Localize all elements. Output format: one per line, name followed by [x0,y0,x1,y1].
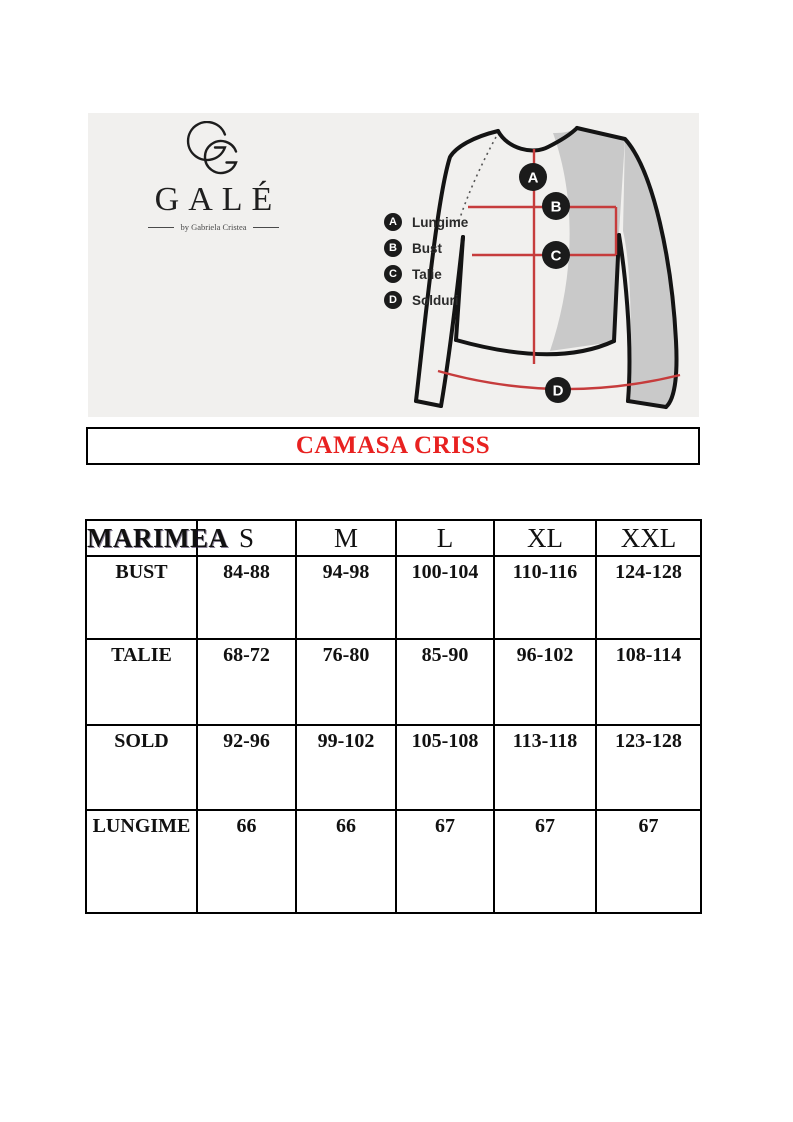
size-value-cell: 66 [197,810,296,913]
measure-badge-a-letter: A [527,169,539,187]
measurement-row-label: BUST [86,556,197,639]
product-measurement-diagram [88,113,699,417]
size-value-cell: 100-104 [396,556,494,639]
size-table-header-row [86,520,701,556]
size-value-cell: 123-128 [596,725,701,810]
gale-monogram-icon [174,121,254,181]
table-row-bust [86,556,701,639]
size-value-cell: 67 [396,810,494,913]
size-value-cell: 124-128 [596,556,701,639]
legend-item-label: Solduri [412,292,459,308]
legend-item-solduri [384,291,468,309]
size-value-cell: 99-102 [296,725,396,810]
table-row-talie [86,639,701,725]
legend-item-talie [384,265,468,283]
measurement-row-label: SOLD [86,725,197,810]
size-value-cell: 67 [494,810,596,913]
legend-letter-badge-c: C [384,265,402,283]
brand-name: GALÉ [154,181,282,218]
size-value-cell: 108-114 [596,639,701,725]
shirt-seam-dotted [459,137,496,221]
legend-letter-badge-d: D [384,291,402,309]
measurement-legend [384,213,468,309]
product-title: CAMASA CRISS [295,432,491,459]
size-value-cell: 76-80 [296,639,396,725]
size-value-cell: 113-118 [494,725,596,810]
measurement-row-label: LUNGIME [86,810,197,913]
size-value-cell: 94-98 [296,556,396,639]
size-value-cell: 105-108 [396,725,494,810]
size-column-header-s: S [197,520,296,556]
size-value-cell: 110-116 [494,556,596,639]
product-title-box [86,427,700,465]
size-value-cell: 96-102 [494,639,596,725]
legend-item-lungime [384,213,468,231]
table-row-lungime [86,810,701,913]
size-value-cell: 67 [596,810,701,913]
size-value-cell: 92-96 [197,725,296,810]
measure-badge-c-letter: C [550,247,562,265]
size-value-cell: 68-72 [197,639,296,725]
legend-letter-badge-a: A [384,213,402,231]
legend-item-label: Bust [412,240,442,256]
legend-item-label: Lungime [412,214,469,230]
brand-tagline: by Gabriela Cristea [116,222,311,232]
measure-badge-d-letter: D [552,382,564,400]
size-column-header-l: L [396,520,494,556]
size-column-header-m: M [296,520,396,556]
measure-badges [519,163,571,403]
table-row-sold [86,725,701,810]
legend-letter-badge-b: B [384,239,402,257]
size-column-header-xl: XL [494,520,596,556]
size-column-header-xxl: XXL [596,520,701,556]
size-value-cell: 66 [296,810,396,913]
legend-item-bust [384,239,468,257]
size-value-cell: 85-90 [396,639,494,725]
size-table [85,519,702,914]
size-value-cell: 84-88 [197,556,296,639]
legend-item-label: Talie [412,266,442,282]
brand-logo [116,121,311,232]
table-corner-label: MARIMEA [86,520,197,556]
measure-badge-b-letter: B [550,198,562,216]
measurement-row-label: TALIE [86,639,197,725]
